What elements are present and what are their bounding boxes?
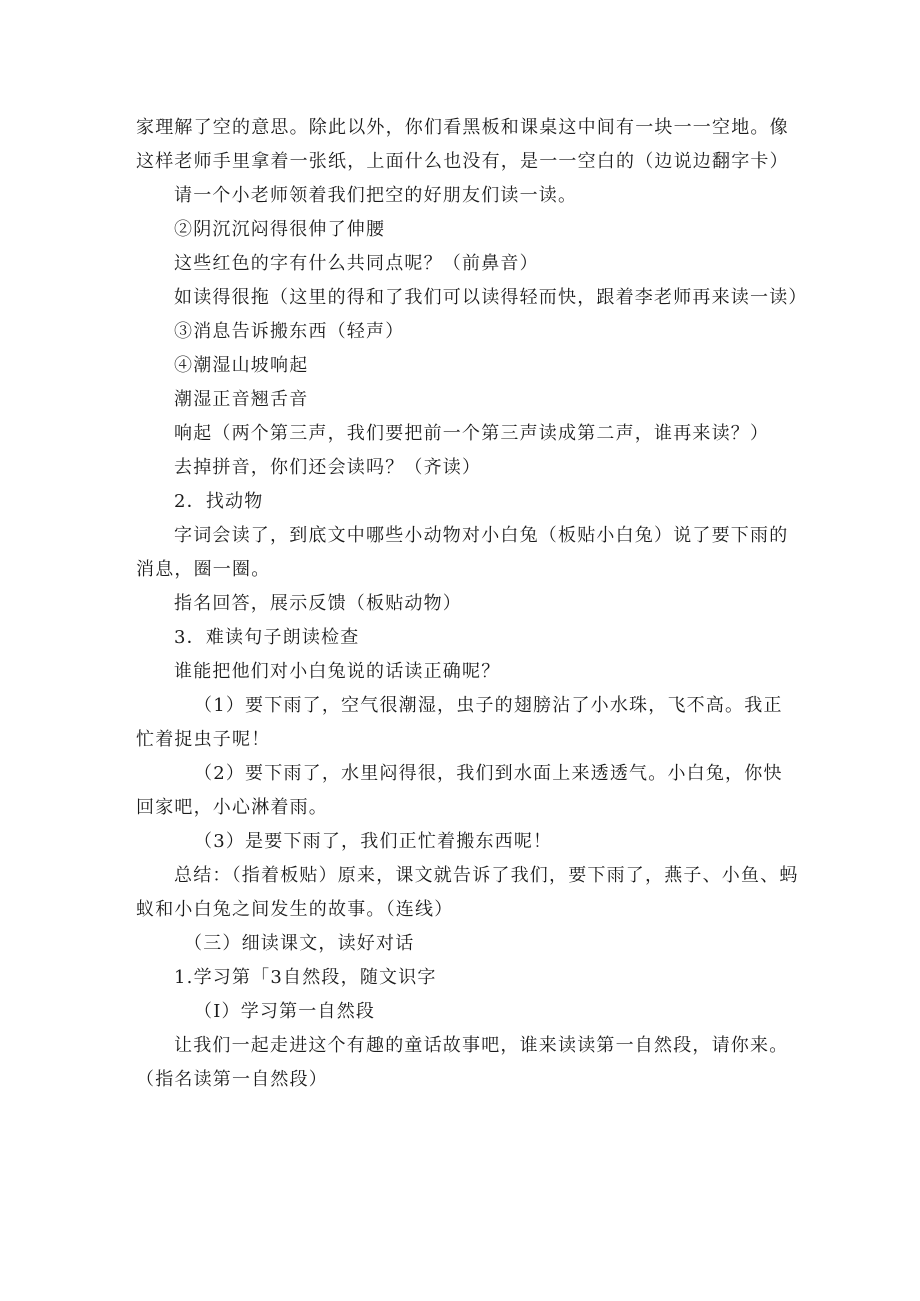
paragraph: 总结：（指着板贴）原来，课文就告诉了我们，要下雨了，燕子、小鱼、蚂蚁和小白兔之间发生的故事。（连线）: [136, 865, 799, 920]
paragraph: 让我们一起走进这个有趣的童话故事吧，谁来读读第一自然段，请你来。（指名读第一自然段）: [136, 1035, 789, 1090]
paragraph: ②阴沉沉闷得很伸了伸腰: [174, 219, 386, 240]
paragraph: 指名回答，展示反馈（板贴动物）: [174, 593, 462, 614]
subsection-heading: （I）学习第一自然段: [194, 1001, 376, 1022]
numbered-sentence: （2）要下雨了，水里闷得很，我们到水面上来透透气。小白兔，你快回家吧，小心淋着雨。: [136, 763, 783, 818]
paragraph: 家理解了空的意思。除此以外，你们看黑板和课桌这中间有一块一一空地。像这样老师手里拿着一张纸，上面什么也没有，是一一空白的（边说边翻字卡）: [136, 117, 789, 172]
section-heading: （三）细读课文，读好对话: [184, 933, 415, 954]
paragraph: ③消息告诉搬东西（轻声）: [174, 321, 405, 342]
paragraph: 字词会读了，到底文中哪些小动物对小白兔（板贴小白兔）说了要下雨的消息，圈一圈。: [136, 525, 789, 580]
paragraph: 谁能把他们对小白兔说的话读正确呢？: [174, 661, 501, 682]
paragraph: 这些红色的字有什么共同点呢？（前鼻音）: [174, 253, 539, 274]
paragraph: 潮湿正音翘舌音: [174, 389, 309, 410]
paragraph: 如读得很拖（这里的得和了我们可以读得轻而快，跟着李老师再来读一读）: [174, 287, 808, 308]
numbered-sentence: （1）要下雨了，空气很潮湿，虫子的翅膀沾了小水珠，飞不高。我正忙着捉虫子呢！: [136, 695, 783, 750]
paragraph: 请一个小老师领着我们把空的好朋友们读一读。: [174, 185, 578, 206]
numbered-sentence: （3）是要下雨了，我们正忙着搬东西呢！: [194, 831, 553, 852]
paragraph: 去掉拼音，你们还会读吗？（齐读）: [174, 457, 482, 478]
section-heading: 1.学习第「3自然段，随文识字: [174, 967, 437, 988]
paragraph: ④潮湿山坡响起: [174, 355, 309, 376]
section-heading: 3．难读句子朗读检查: [174, 627, 360, 648]
section-heading: 2．找动物: [174, 491, 264, 512]
paragraph: 响起（两个第三声，我们要把前一个第三声读成第二声，谁再来读？）: [174, 423, 770, 444]
document-body: [136, 111, 808, 1097]
